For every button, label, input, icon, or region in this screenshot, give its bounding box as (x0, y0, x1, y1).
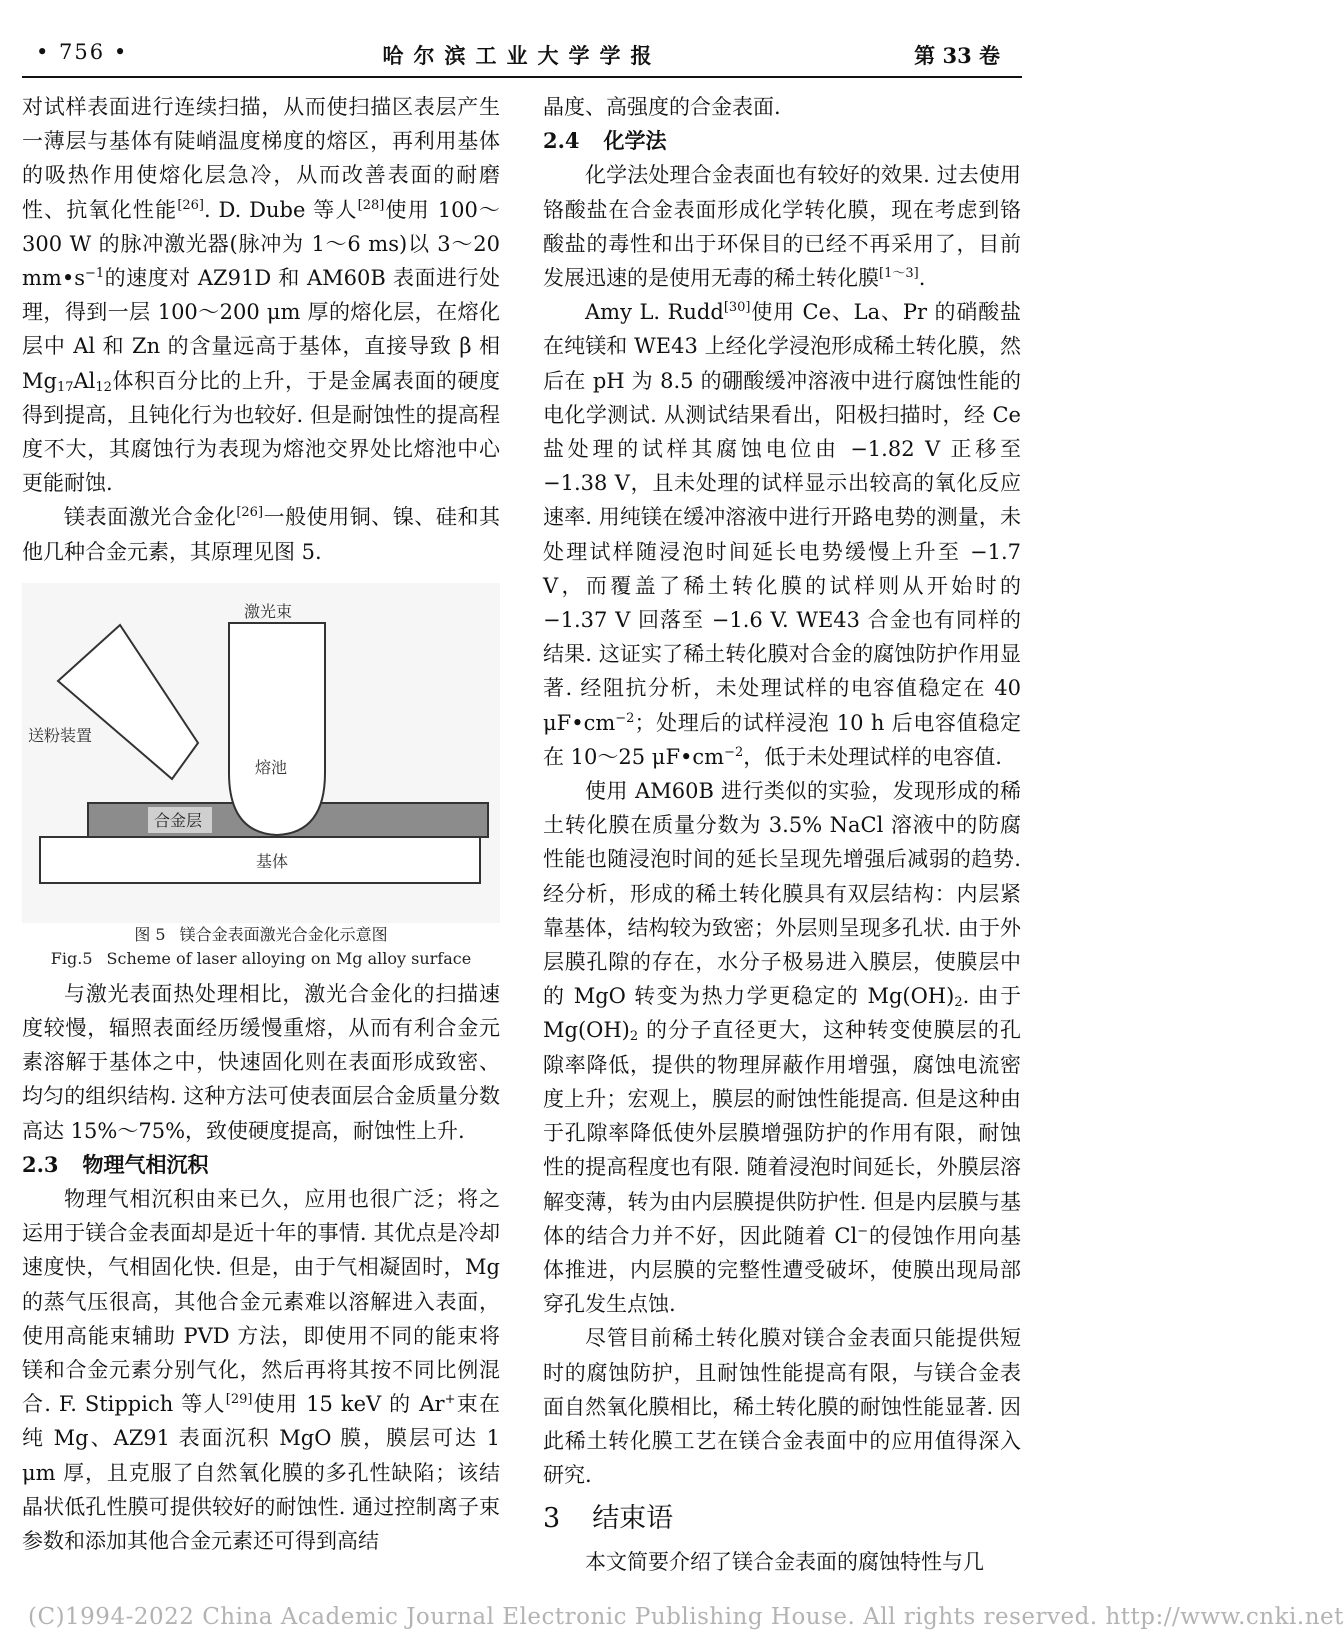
copyright-watermark: (C)1994-2022 China Academic Journal Electronic Publishing House. All rights reserved. http://www.cnki.net (28, 1604, 1344, 1630)
heading-2-4: 2.4 化学法 (543, 128, 667, 154)
label-laser-beam: 激光束 (244, 601, 293, 621)
paragraph-am60b: 使用 AM60B 进行类似的实验，发现形成的稀土转化膜在质量分数为 3.5% NaCl 溶液中的防腐性能也随浸泡时间的延长呈现先增强后减弱的趋势. 经分析，形成的稀土转化膜具有双层结构：内层紧靠基体，结构较为致密；外层则呈现多孔状. 由于外层膜孔隙的存在，水分子极易进入膜层，使膜层中的 MgO 转变为热力学更稳定的 $Mg(OH)_2$. 由于 $Mg(OH)_2$ 的分子直径更大，这种转变使膜层的孔隙率降低，提供的物理屏蔽作用增强，腐蚀电流密度上升；宏观上，膜层的耐蚀性能提高. 但是这种由于孔隙率降低使外层膜增强防护的作用有限，耐蚀性的提高程度也有限. 随着浸泡时间延长，外膜层溶解变薄，转为由内层膜提供防护性. 但是内层膜与基体的结合力并不好，因此随着 Cl−的侵蚀作用向基体推进，内层膜的完整性遭受破坏，使膜出现局部穿孔发生点蚀. (543, 779, 1021, 1317)
page-header (22, 30, 1022, 78)
label-alloy-layer: 合金层 (154, 810, 203, 830)
paragraph-alloying-comparison: 与激光表面热处理相比，激光合金化的扫描速度较慢，辐照表面经历缓慢重熔，从而有利合金元素溶解于基体之中，快速固化则在表面形成致密、均匀的组织结构. 这种方法可使表面层合金质量分数高达 15%～75%，致使硬度提高，耐蚀性上升. (22, 981, 500, 1143)
figure-caption-en: Fig.5 Scheme of laser alloying on Mg alloy surface (50, 948, 472, 968)
paragraph-laser-alloying: 镁表面激光合金化[26]一般使用铜、镍、硅和其他几种合金元素，其原理见图 5. (22, 505, 501, 564)
label-powder-feeder: 送粉装置 (28, 725, 93, 745)
paragraph-laser-melting: 对试样表面进行连续扫描，从而使扫描区表层产生一薄层与基体有陡峭温度梯度的熔区，再利用基体的吸热作用使熔化层急冷，从而改善表面的耐磨性、抗氧化性能[26]. D. Dube 等人[28]使用 100～300 W 的脉冲激光器(脉冲为 1～6 ms)以 3～20 $mm•s^{-1}$的速度对 AZ91D 和 AM60B 表面进行处理，得到一层 100～200 μm 厚的熔化层，在熔化层中 Al 和 Zn 的含量远高于基体，直接导致 β 相 $Mg_{17}Al_{12}$体积百分比的上升，于是金属表面的硬度得到提高，且钝化行为也较好. 但是耐蚀性的提高程度不大，其腐蚀行为表现为熔池交界处比熔池中心更能耐蚀. (22, 95, 501, 496)
paragraph-summary: 尽管目前稀土转化膜对镁合金表面只能提供短时的腐蚀防护，且耐蚀性能提高有限，与镁合金表面自然氧化膜相比，稀土转化膜的耐蚀性能显著. 因此稀土转化膜工艺在镁合金表面中的应用值得深入研究. (543, 1326, 1021, 1488)
page-number: • 756 • (36, 40, 129, 64)
journal-title: 哈尔滨工业大学学报 (382, 43, 662, 68)
paragraph-chemical-method: 化学法处理合金表面也有较好的效果. 过去使用铬酸盐在合金表面形成化学转化膜，现在考虑到铬酸盐的毒性和出于环保目的已经不再采用了，目前发展迅速的是使用无毒的稀土转化膜[1～3]. (543, 163, 1021, 291)
heading-3: 3 结束语 (543, 1503, 674, 1535)
right-column (543, 90, 1021, 1579)
label-substrate: 基体 (256, 851, 289, 871)
laser-beam-shape (229, 623, 325, 835)
heading-2-3: 2.3 物理气相沉积 (22, 1151, 209, 1177)
label-melt-pool: 熔池 (255, 757, 288, 777)
paragraph-continuation: 晶度、高强度的合金表面. (543, 95, 781, 119)
laser-alloying-diagram (22, 583, 500, 923)
left-column (22, 90, 500, 1558)
paragraph-pvd: 物理气相沉积由来已久，应用也很广泛；将之运用于镁合金表面却是近十年的事情. 其优点是冷却速度快，气相固化快. 但是，由于气相凝固时，Mg 的蒸气压很高，其他合金元素难以溶解进入表面，使用高能束辅助 PVD 方法，即使用不同的能束将镁和合金元素分别气化，然后再将其按不同比例混合. F. Stippich 等人[29]使用 15 keV 的 Ar+束在纯 Mg、AZ91 表面沉积 MgO 膜，膜层可达 1 μm 厚，且克服了自然氧化膜的多孔性缺陷；该结晶状低孔性膜可提供较好的耐蚀性. 通过控制离子束参数和添加其他合金元素还可得到高结 (22, 1187, 501, 1554)
figure-caption-cn: 图 5 镁合金表面激光合金化示意图 (134, 924, 388, 944)
figure-5 (22, 583, 500, 971)
volume-label: 第 33 卷 (914, 43, 1000, 68)
paragraph-rudd-study: Amy L. Rudd[30]使用 Ce、La、Pr 的硝酸盐在纯镁和 WE43 上经化学浸泡形成稀土转化膜，然后在 pH 为 8.5 的硼酸缓冲溶液中进行腐蚀性能的电化学测试. 从测试结果看出，阳极扫描时，经 Ce 盐处理的试样其腐蚀电位由 −1.82 V 正移至 −1.38 V，且未处理的试样显示出较高的氧化反应速率. 用纯镁在缓冲溶液中进行开路电势的测量，未处理试样随浸泡时间延长电势缓慢上升至 −1.7 V，而覆盖了稀土转化膜的试样则从开始时的 −1.37 V 回落至 −1.6 V. WE43 合金也有同样的结果. 这证实了稀土转化膜对合金的腐蚀防护作用显著. 经阻抗分析，未处理试样的电容值稳定在 40 $\mu F•cm^{-2}$；处理后的试样浸泡 10 h 后电容值稳定在 10～25 $\mu F•cm^{-2}$，低于未处理试样的电容值. (543, 300, 1021, 769)
paragraph-conclusion-start: 本文简要介绍了镁合金表面的腐蚀特性与几 (585, 1549, 984, 1574)
